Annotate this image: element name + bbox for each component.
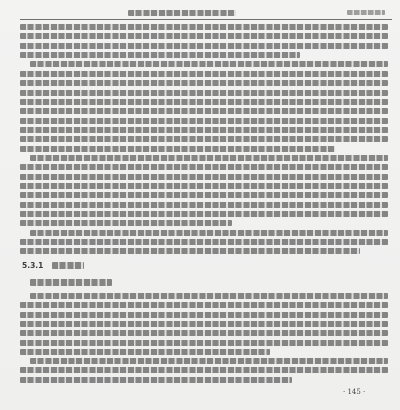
- text-line: [20, 377, 292, 383]
- text-line: [20, 164, 388, 170]
- text-line: [20, 367, 388, 373]
- text-line: [20, 52, 300, 58]
- running-header-title: [128, 10, 236, 16]
- text-line: [20, 136, 388, 142]
- text-line: [20, 312, 388, 318]
- text-line: [30, 230, 388, 236]
- subsection-heading: [30, 279, 112, 286]
- text-line: [20, 211, 388, 217]
- text-line: [20, 248, 360, 254]
- section-heading-title: [52, 262, 84, 269]
- text-line: [20, 99, 388, 105]
- text-line: [30, 358, 388, 364]
- text-line: [20, 80, 388, 86]
- text-line: [20, 302, 388, 308]
- page-number: · 145 ·: [343, 388, 366, 396]
- text-line: [20, 220, 232, 226]
- section-heading-number: 5.3.1: [22, 261, 44, 270]
- text-line: [20, 321, 388, 327]
- text-line: [30, 155, 388, 161]
- text-line: [20, 192, 388, 198]
- text-line: [30, 293, 388, 299]
- text-line: [20, 183, 388, 189]
- text-line: [20, 330, 388, 336]
- text-line: [20, 118, 388, 124]
- text-line: [20, 202, 388, 208]
- text-line: [20, 90, 388, 96]
- header-rule: [20, 19, 392, 20]
- text-line: [20, 239, 388, 245]
- text-line: [20, 108, 388, 114]
- text-line: [20, 146, 335, 152]
- text-line: [20, 127, 388, 133]
- text-line: [20, 33, 388, 39]
- text-line: [30, 61, 388, 67]
- text-line: [20, 24, 388, 30]
- text-line: [20, 349, 270, 355]
- text-line: [20, 71, 388, 77]
- running-header-right: [347, 10, 385, 15]
- text-line: [20, 174, 388, 180]
- text-line: [20, 340, 388, 346]
- text-line: [20, 43, 388, 49]
